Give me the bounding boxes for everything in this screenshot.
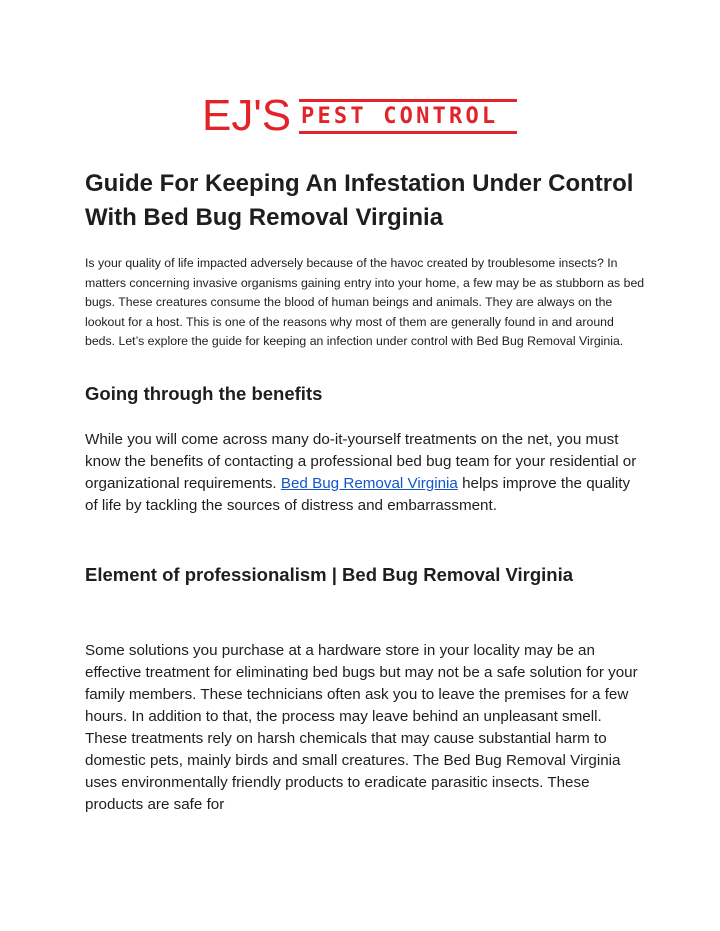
- section-heading-benefits: Going through the benefits: [85, 383, 323, 404]
- logo-rule-bottom: [299, 131, 517, 134]
- bed-bug-removal-link[interactable]: Bed Bug Removal Virginia: [280, 475, 458, 492]
- benefits-text-after: helps improve the quality of life by tackling the sources of distress and embarrassment.: [85, 475, 631, 514]
- benefits-text-before: While you will come across many do-it-yourself treatments on the net, you must know the benefits of contacting a professional bed bug team for your residential or organizational requirements.: [85, 431, 637, 492]
- article-title: Guide For Keeping An Infestation Under Control With Bed Bug Removal Virginia: [85, 170, 634, 231]
- intro-paragraph: Is your quality of life impacted adversely because of the havoc created by troublesome insects? In matters concerning invasive organisms gaining entry into your home, a few may be as stubborn as bed bugs. These creatures consume the blood of human beings and animals. They are always on the lookout for a host. This is one of the reasons why most of them are generally found in and around beds. Let’s explore the guide for keeping an infection under control with Bed Bug Removal Virginia.: [85, 256, 645, 348]
- benefits-paragraph: [85, 429, 645, 517]
- logo-brand: EJ'S: [202, 91, 292, 140]
- company-logo: [202, 91, 522, 140]
- logo-tagline: PEST CONTROL: [301, 104, 499, 129]
- professionalism-paragraph: Some solutions you purchase at a hardware store in your locality may be an effective treatment for eliminating bed bugs but may not be a safe solution for your family members. These technicians often ask you to leave the premises for a few hours. In addition to that, the process may leave behind an unpleasant smell. These treatments rely on harsh chemicals that may cause substantial harm to domestic pets, mainly birds and small creatures. The Bed Bug Removal Virginia uses environmentally friendly products to eradicate parasitic insects. These products are safe for: [85, 642, 638, 813]
- logo-rule-top: [299, 99, 517, 102]
- section-heading-professionalism: Element of professionalism | Bed Bug Removal Virginia: [85, 564, 574, 585]
